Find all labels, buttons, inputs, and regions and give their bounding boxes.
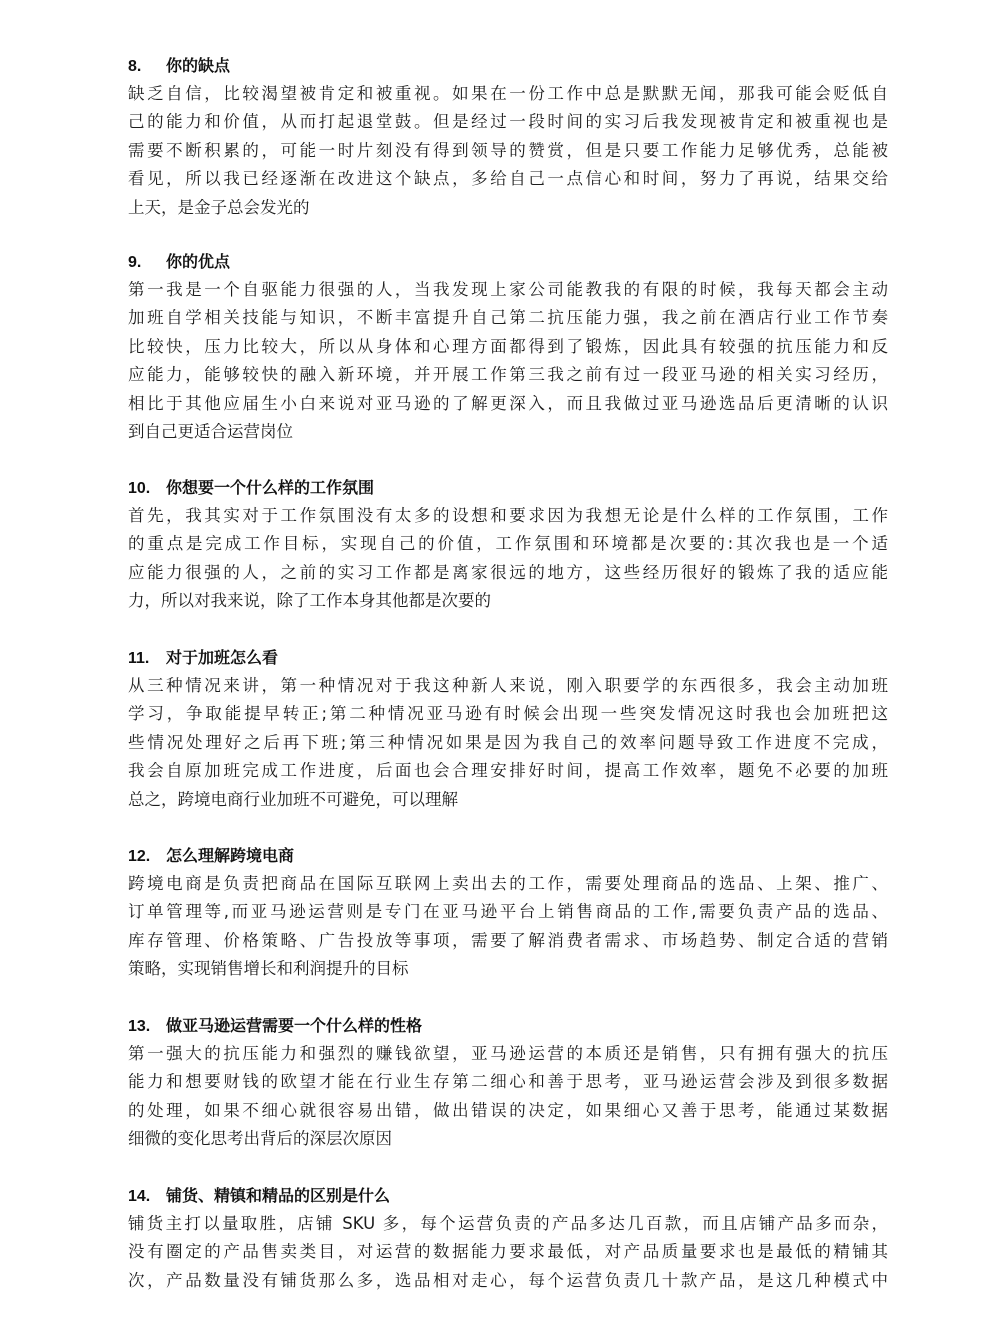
paragraph-line: 到自己更适合运营岗位	[128, 421, 293, 441]
paragraph-line: 第一强大的抗压能力和强烈的赚钱欲望，亚马逊运营的本质还是销售，只有拥有强大的抗压	[128, 1044, 888, 1063]
paragraph-line: 能力和想要财钱的欧望才能在行业生存第二细心和善于思考，亚马逊运营会涉及到很多数据	[128, 1072, 888, 1092]
paragraph-line: 第一我是一个自驱能力很强的人，当我发现上家公司能教我的有限的时候，我每天都会主动	[128, 280, 888, 299]
section-title: 做亚马逊运营需要一个什么样的性格	[166, 1016, 423, 1035]
section-title: 对于加班怎么看	[166, 648, 279, 667]
paragraph-line: 应能力很强的人，之前的实习工作都是离家很远的地方，这些经历很好的锻炼了我的适应能	[128, 562, 888, 582]
paragraph-line: 缺乏自信，比较渴望被肯定和被重视。如果在一份工作中总是默默无闻，那我可能会贬低自	[128, 84, 888, 103]
section-heading	[128, 1015, 888, 1037]
paragraph-line: 从三种情况来讲，第一种情况对于我这种新人来说，刚入职要学的东西很多，我会主动加班	[128, 676, 888, 695]
section-heading	[128, 477, 888, 499]
paragraph-line: 我会自原加班完成工作进度，后面也会合理安排好时间，提高工作效率，题免不必要的加班	[128, 761, 888, 781]
section-title: 你的优点	[166, 252, 231, 271]
paragraph-line: 己的能力和价值，从而打起退堂鼓。但是经过一段时间的实习后我发现被肯定和被重视也是	[128, 112, 888, 132]
paragraph-line: 相比于其他应届生小白来说对亚马逊的了解更深入，而且我做过亚马逊选品后更清晰的认识	[128, 393, 888, 413]
section-13	[128, 1015, 888, 1154]
section-11	[128, 647, 888, 814]
paragraph-line: 总之，跨境电商行业加班不可避免，可以理解	[128, 789, 458, 809]
section-number: 10.	[128, 480, 151, 497]
section-number: 11.	[128, 650, 150, 667]
section-number: 8.	[128, 58, 142, 75]
section-title: 你的缺点	[166, 56, 231, 75]
section-8	[128, 55, 888, 222]
paragraph-line: 首先，我其实对于工作氛围没有太多的设想和要求因为我想无论是什么样的工作氛围，工作	[128, 506, 888, 525]
paragraph-line: 没有圈定的产品售卖类目，对运营的数据能力要求最低，对产品质量要求也是最低的精铺其	[128, 1242, 888, 1262]
paragraph-line: 学习，争取能提早转正;第二种情况亚马逊有时候会出现一些突发情况这时我也会加班把这	[128, 704, 888, 724]
paragraph-line: 跨境电商是负责把商品在国际互联网上卖出去的工作，需要处理商品的选品、上架、推广、	[128, 874, 888, 893]
paragraph-line: 策略，实现销售增长和利润提升的目标	[128, 959, 409, 979]
paragraph-line: 次，产品数量没有铺货那么多，选品相对走心，每个运营负责几十款产品，是这几种模式中	[128, 1270, 888, 1290]
section-number: 13.	[128, 1018, 151, 1035]
section-heading	[128, 647, 888, 669]
section-9	[128, 251, 888, 446]
section-title: 怎么理解跨境电商	[166, 846, 295, 865]
section-heading	[128, 55, 888, 77]
section-number: 14.	[128, 1188, 151, 1205]
paragraph-line: 加班自学相关技能与知识，不断丰富提升自己第二抗压能力强，我之前在酒店行业工作节奏	[128, 308, 888, 328]
paragraph-line: 应能力，能够较快的融入新环境，并开展工作第三我之前有过一段亚马逊的相关实习经历，	[128, 365, 888, 385]
section-number: 9.	[128, 254, 142, 271]
paragraph-line: 铺货主打以量取胜，店铺 SKU 多，每个运营负责的产品多达几百款，而且店铺产品多而杂，	[128, 1214, 888, 1233]
paragraph-line: 些情况处理好之后再下班;第三种情况如果是因为我自己的效率问题导致工作进度不完成，	[128, 732, 888, 752]
section-heading	[128, 845, 888, 867]
paragraph-line: 力，所以对我来说，除了工作本身其他都是次要的	[128, 591, 491, 611]
section-heading	[128, 251, 888, 273]
section-title: 你想要一个什么样的工作氛围	[166, 478, 375, 497]
paragraph-line: 比较快，压力比较大，所以从身体和心理方面都得到了锻炼，因此具有较强的抗压能力和反	[128, 336, 888, 356]
paragraph-line: 细微的变化思考出背后的深层次原因	[128, 1129, 392, 1149]
section-12	[128, 845, 888, 984]
section-10	[128, 477, 888, 616]
section-heading	[128, 1185, 888, 1207]
paragraph-line: 需要不断积累的，可能一时片刻没有得到领导的赞赏，但是只要工作能力足够优秀，总能被	[128, 140, 888, 160]
paragraph-line: 上天，是金子总会发光的	[128, 197, 310, 217]
section-title: 铺货、精镇和精品的区别是什么	[166, 1186, 391, 1205]
paragraph-line: 库存管理、价格策略、广告投放等事项，需要了解消费者需求、市场趋势、制定合适的营销	[128, 930, 888, 950]
paragraph-line: 看见，所以我已经逐渐在改进这个缺点，多给自己一点信心和时间，努力了再说，结果交给	[128, 169, 888, 189]
paragraph-line: 的重点是完成工作目标，实现自己的价值，工作氛围和环境都是次要的:其次我也是一个适	[128, 534, 888, 554]
section-14	[128, 1185, 888, 1295]
section-number: 12.	[128, 848, 151, 865]
paragraph-line: 订单管理等,而亚马逊运营则是专门在亚马逊平台上销售商品的工作,需要负责产品的选品、	[128, 902, 888, 922]
paragraph-line: 的处理，如果不细心就很容易出错，做出错误的决定，如果细心又善于思考，能通过某数据	[128, 1100, 888, 1120]
